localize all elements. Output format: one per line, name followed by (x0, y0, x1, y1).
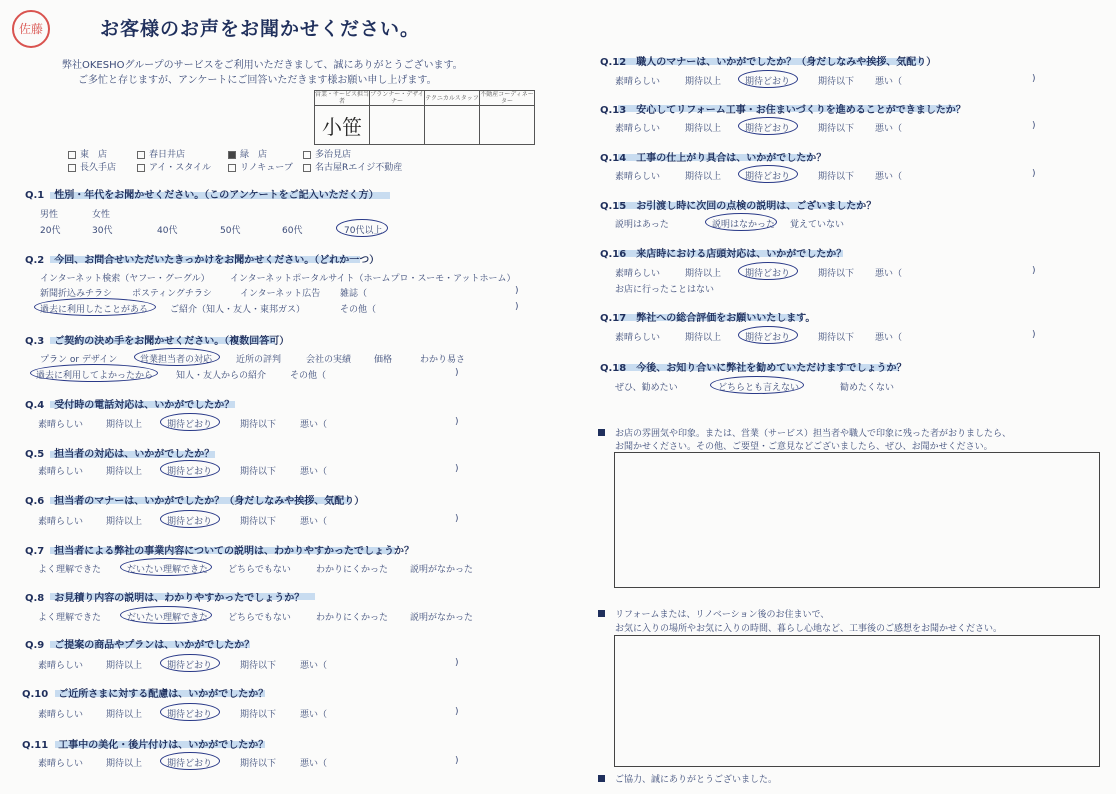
q13-bad-close: ) (1032, 121, 1036, 131)
q15-selection-circle (705, 213, 777, 231)
q17-selection-circle (738, 326, 798, 344)
q7-label: Q.7 担当者による弊社の事業内容についての説明は、わかりやすかったでしょうか？ (25, 546, 415, 557)
q6-below[interactable]: 期待以下 (240, 517, 277, 527)
q15-not-explained[interactable]: 説明はなかった (712, 220, 776, 230)
q18-neutral[interactable]: どちらとも言えない (718, 383, 800, 393)
q4-below[interactable]: 期待以下 (240, 420, 277, 430)
q12-label: Q.12 職人のマナーは、いかがでしたか？（身だしなみや挨拶、気配り） (600, 57, 937, 68)
q13-bad[interactable]: 悪い（ (875, 124, 903, 134)
q8-neutral[interactable]: どちらでもない (228, 613, 291, 623)
store-midori[interactable]: 緑 店 (228, 147, 267, 160)
q12-selection-circle (738, 70, 798, 88)
q10-selection-circle (160, 703, 220, 721)
q16-never-visited[interactable]: お店に行ったことはない (615, 285, 715, 295)
q11-excellent[interactable]: 素晴らしい (38, 759, 84, 769)
q2-other-close: ) (515, 302, 519, 312)
q6-excellent[interactable]: 素晴らしい (38, 517, 84, 527)
staff-realestate-cell[interactable] (480, 106, 535, 145)
q13-excellent[interactable]: 素晴らしい (615, 124, 661, 134)
q9-as-expected[interactable]: 期待どおり (167, 661, 213, 671)
q14-as-expected[interactable]: 期待どおり (745, 172, 791, 182)
q4-as-expected[interactable]: 期待どおり (167, 420, 213, 430)
q9-below[interactable]: 期待以下 (240, 661, 277, 671)
store-i-style[interactable]: アイ・スタイル (137, 160, 211, 173)
q8-hard-to-understand[interactable]: わかりにくかった (316, 613, 389, 623)
q2-other[interactable]: その他（ (340, 305, 377, 315)
q3-clarity[interactable]: わかり易さ (420, 355, 466, 365)
q5-label: Q.5 担当者の対応は、いかがでしたか？ (25, 449, 215, 460)
q8-label: Q.8 お見積り内容の説明は、わかりやすかったでしょうか？ (25, 593, 305, 604)
q7-hard-to-understand[interactable]: わかりにくかった (316, 565, 389, 575)
comment2-prompt-line-2: お気に入りの場所やお気に入りの時間、暮らし心地など、工事後のご感想をお聞かせください。 (615, 624, 1003, 634)
q5-bad-close: ) (455, 464, 459, 474)
q4-label: Q.4 受付時の電話対応は、いかがでしたか？ (25, 400, 235, 411)
q4-bad-close: ) (455, 417, 459, 427)
q2-internet-ad[interactable]: インターネット広告 (240, 289, 321, 299)
q17-excellent[interactable]: 素晴らしい (615, 333, 661, 343)
q3-price[interactable]: 価格 (374, 355, 393, 365)
q4-excellent[interactable]: 素晴らしい (38, 420, 84, 430)
q13-below[interactable]: 期待以下 (818, 124, 855, 134)
store-tajimi[interactable]: 多治見店 (303, 147, 351, 160)
q13-selection-circle (738, 117, 798, 135)
q14-label: Q.14 工事の仕上がり具合は、いかがでしたか？ (600, 153, 827, 164)
q17-label: Q.17 弊社への総合評価をお願いいたします。 (600, 313, 816, 324)
q14-above[interactable]: 期待以上 (685, 172, 722, 182)
q2-magazine-close: ) (515, 286, 519, 296)
q3-good-experience[interactable]: 過去に利用してよかったから (36, 371, 154, 381)
q17-as-expected[interactable]: 期待どおり (745, 333, 791, 343)
staff-technical-cell[interactable] (425, 106, 480, 145)
q18-label: Q.18 今後、お知り合いに弊社を勧めていただけますでしょうか？ (600, 363, 907, 374)
q6-bad[interactable]: 悪い（ (300, 517, 328, 527)
q16-excellent[interactable]: 素晴らしい (615, 269, 661, 279)
q17-below[interactable]: 期待以下 (818, 333, 855, 343)
q14-bad-close: ) (1032, 169, 1036, 179)
intro-line-2: ご多忙と存じますが、アンケートにご回答いただきます様お願い申し上げます。 (78, 75, 437, 86)
q1-female[interactable]: 女性 (92, 210, 111, 220)
q2-used-before[interactable]: 過去に利用したことがある (40, 305, 149, 315)
q6-label: Q.6 担当者のマナーは、いかがでしたか？（身だしなみや挨拶、気配り） (25, 496, 365, 507)
q10-excellent[interactable]: 素晴らしい (38, 710, 84, 720)
q13-label: Q.13 安心してリフォーム工事・お住まいづくりを進めることができましたか？ (600, 105, 966, 116)
q1-age-40s[interactable]: 40代 (157, 226, 178, 236)
q14-bad[interactable]: 悪い（ (875, 172, 903, 182)
q2-referral[interactable]: ご紹介（知人・友人・東邦ガス） (170, 305, 306, 315)
store-higashi[interactable]: 東 店 (68, 147, 107, 160)
q12-bad-close: ) (1032, 74, 1036, 84)
staff-sales-name[interactable]: 小笹 (315, 106, 370, 145)
q7-mostly-understood[interactable]: だいたい理解できた (127, 565, 209, 575)
q13-as-expected[interactable]: 期待どおり (745, 124, 791, 134)
q18-selection-circle (710, 376, 804, 394)
q2-newspaper-flyer[interactable]: 新聞折込みチラシ (40, 289, 113, 299)
q16-bad-close: ) (1032, 266, 1036, 276)
q10-above[interactable]: 期待以上 (106, 710, 143, 720)
page-title: お客様のお声をお聞かせください。 (100, 18, 421, 40)
q6-selection-circle (160, 510, 220, 528)
q10-label: Q.10 ご近所さまに対する配慮は、いかがでしたか？ (22, 689, 269, 700)
q10-bad-close: ) (455, 707, 459, 717)
q8-selection-circle (120, 606, 212, 624)
q8-no-explanation[interactable]: 説明がなかった (410, 613, 474, 623)
q1-male[interactable]: 男性 (40, 210, 59, 220)
q3-track-record[interactable]: 会社の実績 (306, 355, 352, 365)
q7-neutral[interactable]: どちらでもない (228, 565, 291, 575)
q5-above[interactable]: 期待以上 (106, 467, 143, 477)
q9-selection-circle (160, 654, 220, 672)
q12-as-expected[interactable]: 期待どおり (745, 77, 791, 87)
comment1-prompt-line-1: お店の雰囲気や印象。または、営業（サービス）担当者や職人で印象に残った者がおりましたら、 (598, 426, 1011, 439)
q11-above[interactable]: 期待以上 (106, 759, 143, 769)
q11-below[interactable]: 期待以下 (240, 759, 277, 769)
q3-plan-design[interactable]: プラン or デザイン (40, 355, 118, 365)
q12-above[interactable]: 期待以上 (685, 77, 722, 87)
q3-friend-referral[interactable]: 知人・友人からの紹介 (176, 371, 267, 381)
q11-label: Q.11 工事中の美化・後片付けは、いかがでしたか？ (22, 740, 269, 751)
q18-recommend[interactable]: ぜひ、勧めたい (615, 383, 678, 393)
q1-label: Q.1 性別・年代をお聞かせください。（このアンケートをご記入いただく方） (25, 190, 379, 201)
q9-bad[interactable]: 悪い（ (300, 661, 328, 671)
q6-bad-close: ) (455, 514, 459, 524)
q6-above[interactable]: 期待以上 (106, 517, 143, 527)
seal-stamp: 佐藤 (12, 10, 50, 48)
q4-selection-circle (160, 413, 220, 431)
q1-age-30s[interactable]: 30代 (92, 226, 113, 236)
q5-bad[interactable]: 悪い（ (300, 467, 328, 477)
q16-as-expected[interactable]: 期待どおり (745, 269, 791, 279)
thanks-text: ご協力、誠にありがとうございました。 (598, 772, 777, 785)
q9-bad-close: ) (455, 658, 459, 668)
q7-understood-well[interactable]: よく理解できた (38, 565, 102, 575)
q5-as-expected[interactable]: 期待どおり (167, 467, 213, 477)
q3-label: Q.3 ご契約の決め手をお聞かせください。（複数回答可） (25, 336, 290, 347)
q16-selection-circle (738, 262, 798, 280)
staff-header-technical: テクニカルスタッフ (425, 91, 480, 106)
q2-selection-circle (34, 298, 156, 316)
q13-above[interactable]: 期待以上 (685, 124, 722, 134)
q3-reputation[interactable]: 近所の評判 (236, 355, 282, 365)
q16-bad[interactable]: 悪い（ (875, 269, 903, 279)
q3-sales-response[interactable]: 営業担当者の対応 (140, 355, 213, 365)
q9-label: Q.9 ご提案の商品やプランは、いかがでしたか？ (25, 640, 255, 651)
q12-below[interactable]: 期待以下 (818, 77, 855, 87)
staff-table (314, 90, 535, 145)
q16-below[interactable]: 期待以下 (818, 269, 855, 279)
q4-bad[interactable]: 悪い（ (300, 420, 328, 430)
q12-bad[interactable]: 悪い（ (875, 77, 903, 87)
comment2-textarea[interactable] (614, 635, 1100, 767)
q14-excellent[interactable]: 素晴らしい (615, 172, 661, 182)
q11-bad[interactable]: 悪い（ (300, 759, 328, 769)
staff-planner-cell[interactable] (370, 106, 425, 145)
staff-header-realestate: 不動産コーディネーター (480, 91, 534, 105)
comment1-textarea[interactable] (614, 452, 1100, 588)
q3-other[interactable]: その他（ (290, 371, 327, 381)
q4-above[interactable]: 期待以上 (106, 420, 143, 430)
q1-age-60s[interactable]: 60代 (282, 226, 303, 236)
q5-below[interactable]: 期待以下 (240, 467, 277, 477)
q15-label: Q.15 お引渡し時に次回の点検の説明は、ございましたか？ (600, 201, 877, 212)
q2-internet-search[interactable]: インターネット検索（ヤフー・グーグル） (40, 274, 210, 284)
q3-selection-circle-1 (134, 348, 220, 366)
q9-above[interactable]: 期待以上 (106, 661, 143, 671)
q1-age-20s[interactable]: 20代 (40, 226, 61, 236)
q12-excellent[interactable]: 素晴らしい (615, 77, 661, 87)
store-renocube[interactable]: リノキューブ (228, 160, 293, 173)
q15-dont-remember[interactable]: 覚えていない (790, 220, 845, 230)
comment1-prompt-line-2: お聞かせください。その他、ご要望・ご意見などございましたら、ぜひ、お聞かせください。 (615, 442, 993, 452)
q8-understood-well[interactable]: よく理解できた (38, 613, 102, 623)
q17-above[interactable]: 期待以上 (685, 333, 722, 343)
q1-age-70s-plus[interactable]: 70代以上 (344, 226, 383, 236)
q6-as-expected[interactable]: 期待どおり (167, 517, 213, 527)
q14-selection-circle (738, 165, 798, 183)
q1-selection-circle (336, 219, 388, 237)
staff-header-planner: プランナー・デザイナー (370, 91, 424, 105)
q18-not-recommend[interactable]: 勧めたくない (840, 383, 895, 393)
q9-excellent[interactable]: 素晴らしい (38, 661, 84, 671)
q17-bad-close: ) (1032, 330, 1036, 340)
q11-as-expected[interactable]: 期待どおり (167, 759, 213, 769)
q2-portal-site[interactable]: インターネットポータルサイト（ホームプロ・スーモ・アットホーム） (230, 274, 516, 284)
q17-bad[interactable]: 悪い（ (875, 333, 903, 343)
q5-selection-circle (160, 460, 220, 478)
staff-header-sales: 営業・サービス担当者 (315, 91, 370, 105)
q1-age-50s[interactable]: 50代 (220, 226, 241, 236)
store-nagoya-r-age[interactable]: 名古屋Rエイジ不動産 (303, 160, 402, 173)
q2-posting-flyer[interactable]: ポスティングチラシ (132, 289, 212, 299)
q7-selection-circle (120, 558, 212, 576)
q10-as-expected[interactable]: 期待どおり (167, 710, 213, 720)
q10-bad[interactable]: 悪い（ (300, 710, 328, 720)
q3-other-close: ) (455, 368, 459, 378)
q15-explained[interactable]: 説明はあった (615, 220, 669, 230)
q7-no-explanation[interactable]: 説明がなかった (410, 565, 474, 575)
store-kasugai[interactable]: 春日井店 (137, 147, 185, 160)
q11-selection-circle (160, 752, 220, 770)
comment2-prompt-line-1: リフォームまたは、リノベーション後のお住まいで、 (598, 607, 829, 620)
q11-bad-close: ) (455, 756, 459, 766)
q5-excellent[interactable]: 素晴らしい (38, 467, 84, 477)
q16-above[interactable]: 期待以上 (685, 269, 722, 279)
intro-line-1: 弊社OKESHOグループのサービスをご利用いただきまして、誠にありがとうございます。 (62, 60, 463, 71)
q10-below[interactable]: 期待以下 (240, 710, 277, 720)
q16-label: Q.16 来店時における店頭対応は、いかがでしたか？ (600, 249, 847, 260)
q2-label: Q.2 今回、お問合せいただいたきっかけをお聞かせください。（どれか一つ） (25, 255, 380, 266)
q2-magazine[interactable]: 雑誌（ (340, 289, 368, 299)
q8-mostly-understood[interactable]: だいたい理解できた (127, 613, 209, 623)
q14-below[interactable]: 期待以下 (818, 172, 855, 182)
q3-selection-circle-2 (30, 364, 158, 382)
store-nagakute[interactable]: 長久手店 (68, 160, 116, 173)
